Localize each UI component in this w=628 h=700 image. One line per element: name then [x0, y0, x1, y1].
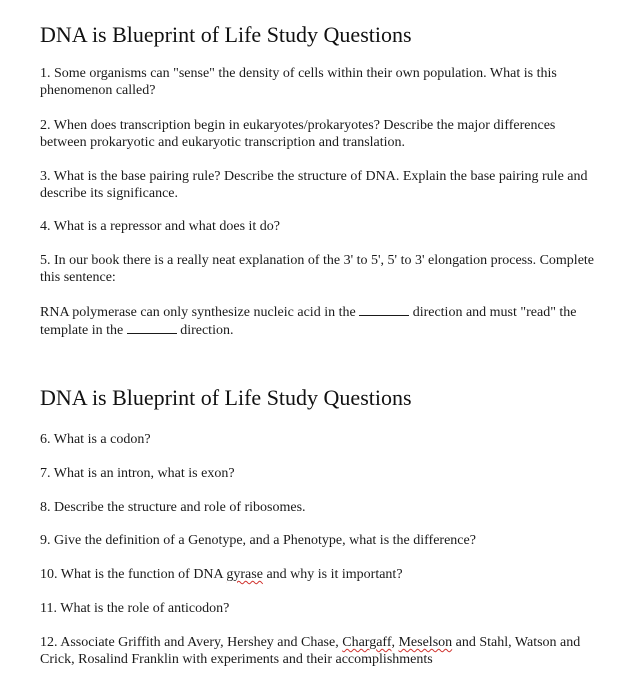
fill-in-part-2: direction and must "read" the template in the [40, 305, 577, 338]
question-10-after: and why is it important? [262, 567, 403, 582]
question-8: 8. Describe the structure and role of ribosomes. [40, 500, 306, 515]
question-12-part-1: 12. Associate Griffith and Avery, Hershey and Chase, [40, 635, 343, 650]
question-12-part-3: and Stahl, Watson and Crick, Rosalind Franklin with experiments and their accomplishments [40, 635, 581, 667]
spellcheck-flagged-word: Meselson [398, 635, 453, 650]
fill-in-sentence [40, 303, 600, 339]
question-11: 11. What is the role of anticodon? [40, 601, 230, 616]
fill-in-part-3: direction. [176, 323, 234, 338]
question-9: 9. Give the definition of a Genotype, and a Phenotype, what is the difference? [40, 533, 476, 548]
question-1: 1. Some organisms can "sense" the density of cells within their own population. What is this phenomenon called? [40, 66, 557, 98]
spellcheck-flagged-word: Chargaff [342, 635, 392, 650]
fill-in-part-1: RNA polymerase can only synthesize nucleic acid in the [40, 305, 360, 320]
question-2: 2. When does transcription begin in eukaryotes/prokaryotes? Describe the major differences between prokaryotic and eukaryotic transcription and translation. [40, 118, 556, 150]
question-6: 6. What is a codon? [40, 432, 151, 447]
question-7: 7. What is an intron, what is exon? [40, 466, 235, 481]
answer-blank-1 [359, 303, 409, 316]
question-5: 5. In our book there is a really neat explanation of the 3' to 5', 5' to 3' elongation process. Complete this sentence: [40, 253, 595, 285]
question-10 [40, 566, 600, 583]
section-1-title: DNA is Blueprint of Life Study Questions [40, 22, 412, 47]
section-2-title: DNA is Blueprint of Life Study Questions [40, 385, 412, 410]
question-12 [40, 634, 600, 668]
question-10-before: 10. What is the function of DNA [40, 567, 227, 582]
question-4: 4. What is a repressor and what does it do? [40, 219, 281, 234]
answer-blank-2 [127, 321, 177, 334]
question-12-part-2: , [391, 635, 399, 650]
spellcheck-flagged-word: gyrase [226, 567, 263, 582]
question-3: 3. What is the base pairing rule? Describe the structure of DNA. Explain the base pairing rule and describe its significance. [40, 169, 588, 201]
